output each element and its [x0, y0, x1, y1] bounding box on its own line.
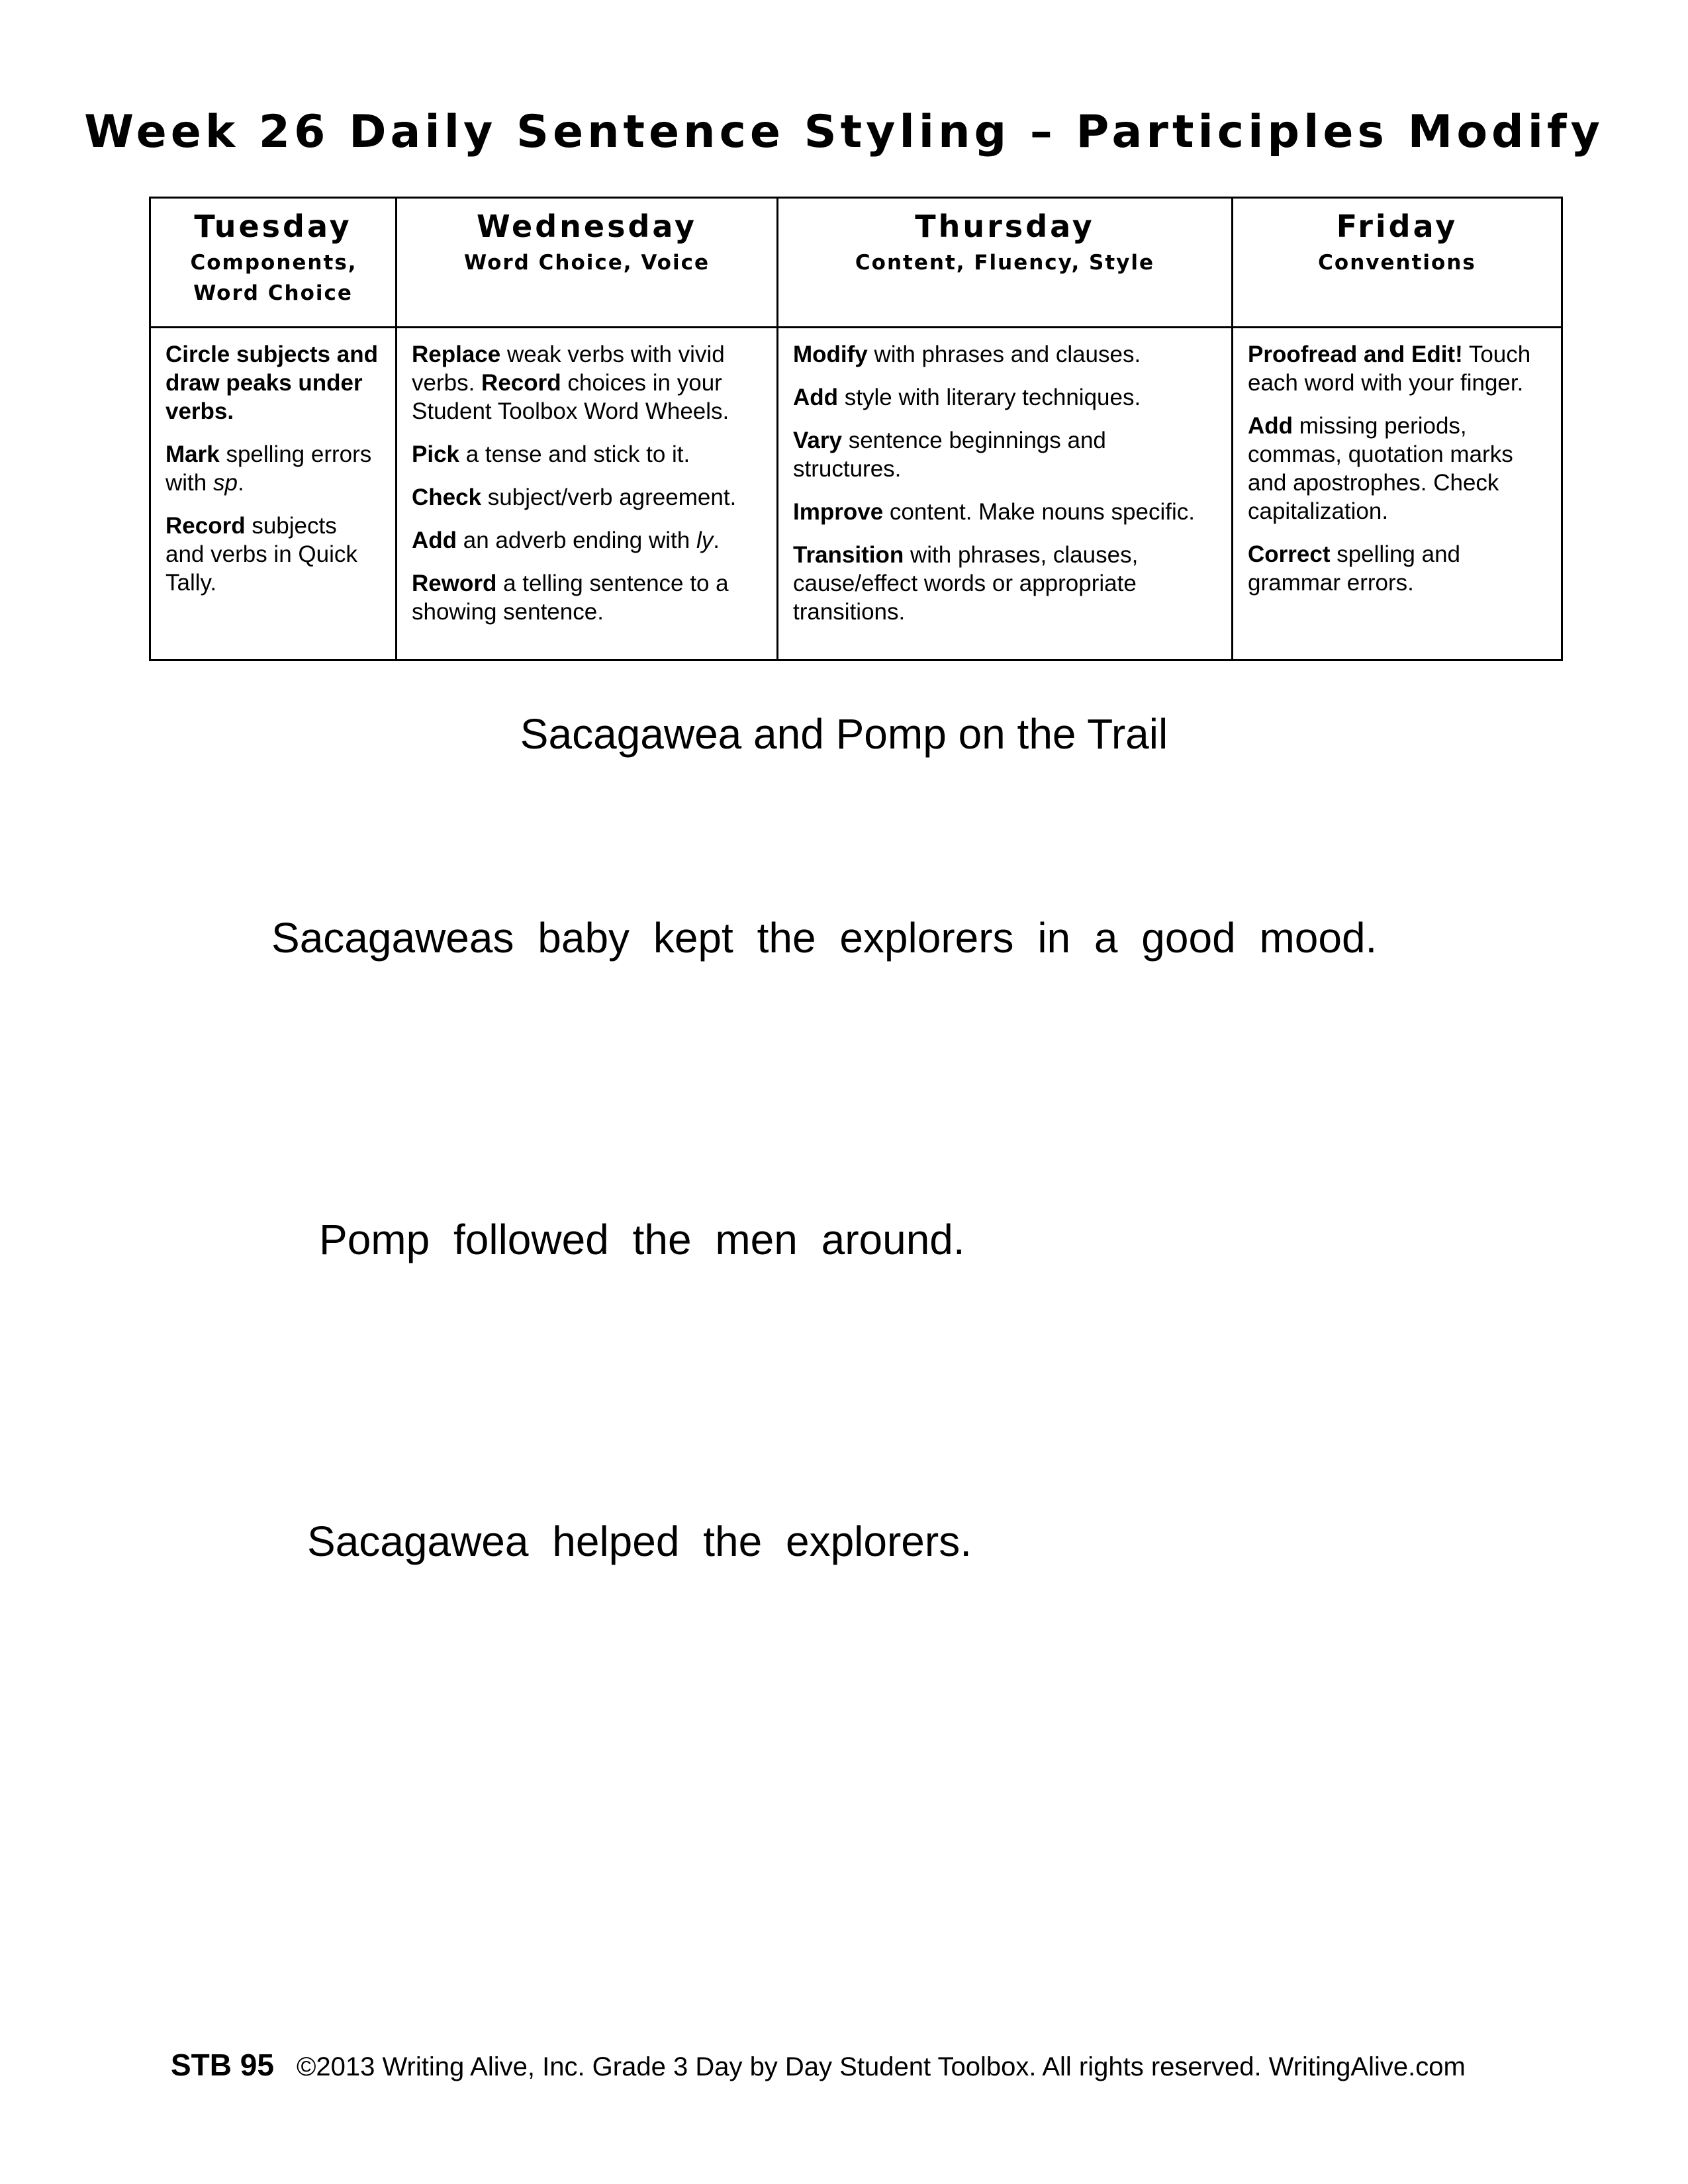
task-verb: Record [481, 370, 561, 396]
task-verb: Correct [1248, 541, 1331, 567]
task-text: subject/verb agreement. [481, 484, 737, 510]
day-name: Tuesday [194, 208, 352, 244]
task-tail: . [237, 470, 244, 496]
task-text: style with literary techniques. [838, 385, 1141, 410]
task-verb: Vary [793, 428, 842, 453]
task-item [165, 512, 381, 597]
task-text: spelling and grammar errors. [1248, 541, 1461, 596]
task-emphasis: sp [212, 470, 238, 496]
task-item [412, 440, 762, 469]
weekly-schedule-table [149, 197, 1563, 661]
task-item [793, 541, 1217, 626]
task-text: spelling errors with [165, 441, 372, 496]
task-verb: Modify [793, 341, 868, 367]
copyright-text: ©2013 Writing Alive, Inc. Grade 3 Day by Day Student Toolbox. All rights reserved. WritingAlive.com [296, 2052, 1466, 2081]
task-item [165, 340, 381, 426]
task-item [412, 340, 762, 426]
story-title: Sacagawea and Pomp on the Trail [520, 710, 1168, 758]
day-header-friday [1233, 199, 1561, 328]
page-footer [171, 2047, 1466, 2083]
day-name: Wednesday [476, 208, 698, 244]
day-header-wednesday [397, 199, 778, 328]
day-tasks-wednesday [397, 328, 778, 659]
page-title: Week 26 Daily Sentence Styling – Participles Modify [84, 106, 1604, 158]
task-item [793, 383, 1217, 412]
task-text: content. Make nouns specific. [883, 499, 1195, 525]
task-verb: Add [793, 385, 839, 410]
day-name: Thursday [915, 208, 1095, 244]
day-focus: Word Choice, Voice [464, 251, 710, 275]
task-verb: Check [412, 484, 482, 510]
task-item [1248, 540, 1546, 597]
day-header-thursday [778, 199, 1233, 328]
task-item [793, 426, 1217, 483]
task-item [793, 498, 1217, 526]
task-verb: Add [412, 527, 457, 553]
task-text: with phrases, clauses, cause/effect words or appropriate transitions. [793, 542, 1139, 625]
day-header-tuesday [151, 199, 397, 328]
day-focus: Content, Fluency, Style [855, 251, 1155, 275]
task-text: missing periods, commas, quotation marks and apostrophes. Check capitalization. [1248, 413, 1513, 524]
task-verb: Transition [793, 542, 904, 568]
day-name: Friday [1336, 208, 1458, 244]
task-text: a tense and stick to it. [459, 441, 690, 467]
day-tasks-tuesday [151, 328, 397, 659]
day-focus: Components, Word Choice [190, 251, 357, 305]
task-verb: Proofread and Edit! [1248, 341, 1463, 367]
task-tail: . [713, 527, 720, 553]
task-verb: Pick [412, 441, 459, 467]
task-emphasis: ly [696, 527, 714, 553]
task-text: weak verbs with vivid verbs. [412, 341, 725, 396]
task-verb: Mark [165, 441, 220, 467]
task-item [165, 440, 381, 497]
task-item [793, 340, 1217, 369]
task-text: subjects and verbs in Quick Tally. [165, 513, 357, 596]
task-text: choices in your Student Toolbox Word Wheels. [412, 370, 729, 424]
task-text: with phrases and clauses. [867, 341, 1141, 367]
task-item [412, 569, 762, 626]
task-item [1248, 340, 1546, 397]
practice-sentence: Sacagawea helped the explorers. [307, 1518, 972, 1565]
task-verb: Replace [412, 341, 501, 367]
task-text: a telling sentence to a showing sentence. [412, 570, 729, 625]
task-text: sentence beginnings and structures. [793, 428, 1106, 482]
day-tasks-friday [1233, 328, 1561, 659]
task-item [412, 526, 762, 555]
task-verb: Add [1248, 413, 1293, 439]
page-code: STB 95 [171, 2048, 274, 2082]
day-tasks-thursday [778, 328, 1233, 659]
task-verb: Circle subjects and draw peaks under verbs. [165, 341, 378, 424]
task-text: Touch each word with your finger. [1248, 341, 1531, 396]
task-item [412, 483, 762, 512]
task-verb: Record [165, 513, 246, 539]
task-verb: Reword [412, 570, 497, 596]
practice-sentence: Pomp followed the men around. [319, 1216, 965, 1263]
task-item [1248, 412, 1546, 525]
day-focus: Conventions [1318, 251, 1476, 275]
task-text: an adverb ending with [457, 527, 696, 553]
practice-sentence: Sacagaweas baby kept the explorers in a good mood. [271, 914, 1378, 962]
task-verb: Improve [793, 499, 884, 525]
